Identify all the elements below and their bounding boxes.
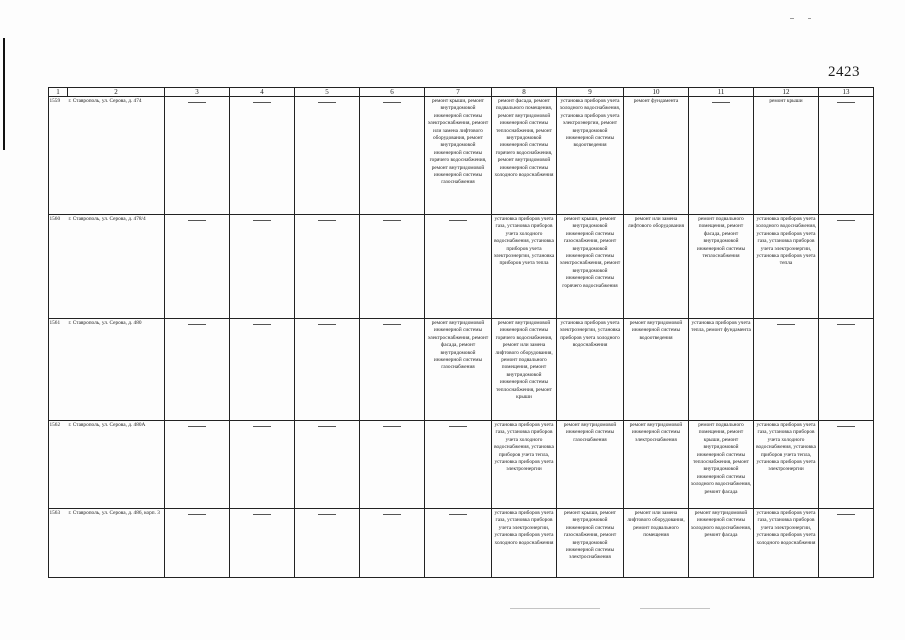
empty-cell <box>230 97 295 215</box>
empty-cell <box>165 97 230 215</box>
empty-cell <box>230 421 295 509</box>
table-row <box>49 97 874 215</box>
empty-cell <box>360 421 425 509</box>
empty-cell <box>230 509 295 578</box>
row-number-cell <box>49 215 68 319</box>
dash-mark <box>383 220 401 221</box>
dash-mark <box>777 324 795 325</box>
dash-mark <box>837 514 855 515</box>
empty-cell <box>295 97 360 215</box>
column-number: 2 <box>68 88 165 97</box>
empty-cell <box>819 319 874 421</box>
dash-mark <box>837 102 855 103</box>
table-body <box>49 97 874 578</box>
row-number: 1560 <box>49 216 61 222</box>
address-text: г. Ставрополь, ул. Серова, д. 474 <box>68 98 142 104</box>
work-cell: ремонт или замена лифтового оборудования, ремонт подвального помещения <box>624 509 689 578</box>
empty-cell <box>360 97 425 215</box>
column-number: 4 <box>230 88 295 97</box>
empty-cell <box>295 319 360 421</box>
work-cell: ремонт внутридомовой инженерной системы водоотведения <box>624 319 689 421</box>
empty-cell <box>819 421 874 509</box>
row-number: 1563 <box>49 510 61 516</box>
column-number: 13 <box>819 88 874 97</box>
scan-speck <box>640 608 710 609</box>
column-number-row <box>49 88 874 97</box>
empty-cell <box>819 215 874 319</box>
row-number-cell <box>49 97 68 215</box>
dash-mark <box>318 220 336 221</box>
column-number: 7 <box>425 88 492 97</box>
table-row <box>49 319 874 421</box>
work-cell: ремонт внутридомовой инженерной системы холодного водоснабжения, ремонт фасада <box>689 509 754 578</box>
dash-mark <box>253 102 271 103</box>
dash-mark <box>383 102 401 103</box>
empty-cell <box>165 215 230 319</box>
dash-mark <box>383 514 401 515</box>
table-row <box>49 509 874 578</box>
empty-cell <box>165 509 230 578</box>
dash-mark <box>449 426 467 427</box>
column-number: 12 <box>754 88 819 97</box>
address-text: г. Ставрополь, ул. Серова, д. 480 <box>68 320 142 326</box>
address-cell <box>49 215 165 319</box>
empty-cell <box>295 421 360 509</box>
empty-cell <box>295 509 360 578</box>
work-cell: установка приборов учета газа, установка приборов учета электроэнергии, установка приборов учета холодного водоснабжения <box>754 509 819 578</box>
page-number: 2423 <box>828 64 860 80</box>
work-cell: ремонт внутридомовой инженерной системы горячего водоснабжения, ремонт или замена лифтового оборудования, ремонт подвального помещения, ремонт внутридомовой инженерной системы теплоснабжения, ремонт крыши <box>492 319 557 421</box>
work-cell: ремонт крыши, ремонт внутридомовой инженерной системы газоснабжения, ремонт внутридомовой инженерной системы электроснабжения, ремонт внутридомовой инженерной системы горячего водоснабжения <box>557 215 624 319</box>
address-cell <box>49 319 165 421</box>
dash-mark <box>318 324 336 325</box>
empty-cell <box>819 97 874 215</box>
empty-cell <box>689 97 754 215</box>
column-number: 10 <box>624 88 689 97</box>
address-text: г. Ставрополь, ул. Серова, д. 480А <box>68 422 146 428</box>
dash-mark <box>253 426 271 427</box>
address-cell <box>49 509 165 578</box>
work-cell: ремонт крыши <box>754 97 819 215</box>
dash-mark <box>712 102 730 103</box>
dash-mark <box>188 324 206 325</box>
empty-cell <box>819 509 874 578</box>
work-cell: установка приборов учета тепла, ремонт фундамента <box>689 319 754 421</box>
dash-mark <box>188 426 206 427</box>
work-cell: ремонт крыши, ремонт внутридомовой инженерной системы электроснабжения, ремонт или замена лифтового оборудования, ремонт внутридомовой инженерной системы горячего водоснабжения, ремонт внутридомовой инженерной системы газоснабжения <box>425 97 492 215</box>
work-cell: установка приборов учета электроэнергии, установка приборов учета холодного водоснабжения <box>557 319 624 421</box>
dash-mark <box>837 220 855 221</box>
column-number: 3 <box>165 88 230 97</box>
work-cell: установка приборов учета газа, установка приборов учета холодного водоснабжения, установка приборов учета электроэнергии, установка приборов учета тепла <box>492 215 557 319</box>
column-number: 5 <box>295 88 360 97</box>
dash-mark <box>188 514 206 515</box>
empty-cell <box>360 509 425 578</box>
work-cell: ремонт фасада, ремонт подвального помещения, ремонт внутридомовой инженерной системы теплоснабжения, ремонт внутридомовой инженерной системы горячего водоснабжения, ремонт внутридомовой инженерной системы холодного водоснабжения <box>492 97 557 215</box>
row-number-cell <box>49 509 68 578</box>
dash-mark <box>253 514 271 515</box>
scan-speck <box>808 18 811 19</box>
work-cell: ремонт внутридомовой инженерной системы газоснабжения <box>557 421 624 509</box>
work-cell: установка приборов учета газа, установка приборов учета холодного водоснабжения, установка приборов учета тепла, установка приборов учета электроэнергии <box>492 421 557 509</box>
table-row <box>49 421 874 509</box>
dash-mark <box>837 324 855 325</box>
row-number-cell <box>49 421 68 509</box>
work-cell: установка приборов учета холодного водоснабжения, установка приборов учета газа, установка приборов учета электроэнергии, установка приборов учета тепла <box>754 215 819 319</box>
address-cell <box>49 97 165 215</box>
empty-cell <box>295 215 360 319</box>
scan-speck <box>510 608 600 609</box>
empty-cell <box>425 215 492 319</box>
address-text: г. Ставрополь, ул. Серова, д. 486, корп. 3 <box>68 510 160 516</box>
row-number: 1559 <box>49 98 61 104</box>
empty-cell <box>754 319 819 421</box>
dash-mark <box>837 426 855 427</box>
dash-mark <box>318 426 336 427</box>
register-table <box>48 87 874 578</box>
table-row <box>49 215 874 319</box>
work-cell: ремонт фундамента <box>624 97 689 215</box>
work-cell: ремонт или замена лифтового оборудования <box>624 215 689 319</box>
column-number: 6 <box>360 88 425 97</box>
row-number: 1562 <box>49 422 61 428</box>
work-cell: установка приборов учета холодного водоснабжения, установка приборов учета электроэнергии, ремонт внутридомовой инженерной системы водоотведения <box>557 97 624 215</box>
empty-cell <box>425 421 492 509</box>
dash-mark <box>318 102 336 103</box>
column-number: 1 <box>49 88 68 97</box>
dash-mark <box>383 324 401 325</box>
empty-cell <box>230 319 295 421</box>
work-cell: установка приборов учета газа, установка приборов учета холодного водоснабжения, установка приборов учета тепла, установка приборов учета электроэнергии <box>754 421 819 509</box>
dash-mark <box>449 220 467 221</box>
dash-mark <box>188 102 206 103</box>
work-cell: ремонт подвального помещения, ремонт крыши, ремонт внутридомовой инженерной системы теплоснабжения, ремонт внутридомовой инженерной системы холодного водоснабжения, ремонт фасада <box>689 421 754 509</box>
column-number: 9 <box>557 88 624 97</box>
work-cell: ремонт внутридомовой инженерной системы электроснабжения, ремонт фасада, ремонт внутридомовой инженерной системы газоснабжения <box>425 319 492 421</box>
column-number: 11 <box>689 88 754 97</box>
dash-mark <box>318 514 336 515</box>
address-text: г. Ставрополь, ул. Серова, д. 478/4 <box>68 216 146 222</box>
dash-mark <box>253 220 271 221</box>
dash-mark <box>253 324 271 325</box>
work-cell: ремонт внутридомовой инженерной системы электроснабжения <box>624 421 689 509</box>
work-cell: ремонт крыши, ремонт внутридомовой инженерной системы газоснабжения, ремонт внутридомовой инженерной системы электроснабжения <box>557 509 624 578</box>
row-number-cell <box>49 319 68 421</box>
row-number: 1561 <box>49 320 61 326</box>
scan-speck <box>790 18 794 19</box>
work-cell: ремонт подвального помещения, ремонт фасада, ремонт внутридомовой инженерной системы теплоснабжения <box>689 215 754 319</box>
empty-cell <box>165 319 230 421</box>
address-cell <box>49 421 165 509</box>
work-cell: установка приборов учета газа, установка приборов учета электроэнергии, установка приборов учета холодного водоснабжения <box>492 509 557 578</box>
binding-mark <box>3 38 5 150</box>
column-number: 8 <box>492 88 557 97</box>
empty-cell <box>425 509 492 578</box>
dash-mark <box>449 514 467 515</box>
empty-cell <box>230 215 295 319</box>
empty-cell <box>360 215 425 319</box>
dash-mark <box>188 220 206 221</box>
dash-mark <box>383 426 401 427</box>
empty-cell <box>165 421 230 509</box>
empty-cell <box>360 319 425 421</box>
